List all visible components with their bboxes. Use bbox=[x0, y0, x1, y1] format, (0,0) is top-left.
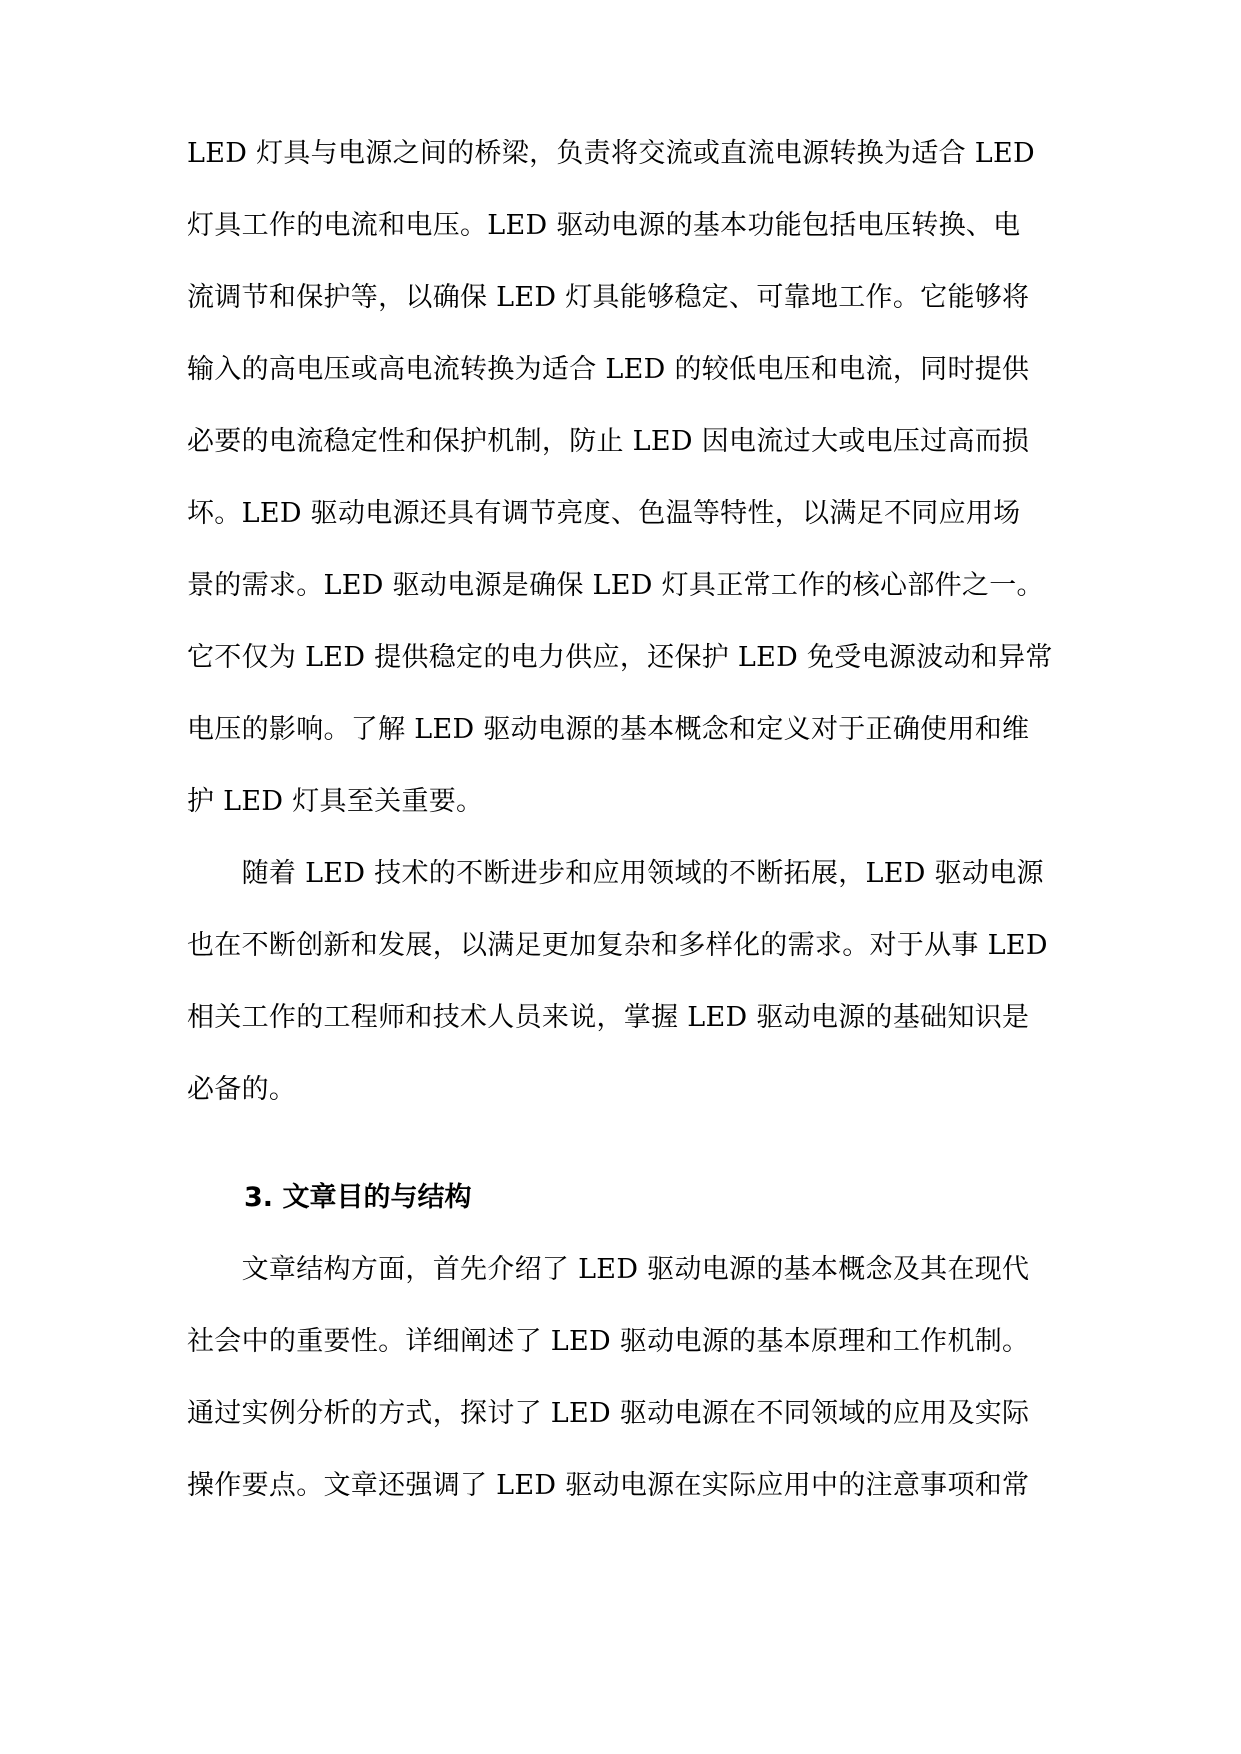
body-text-line: 景的需求。LED 驱动电源是确保 LED 灯具正常工作的核心部件之一。 bbox=[187, 570, 1044, 601]
body-text-line: 坏。LED 驱动电源还具有调节亮度、色温等特性，以满足不同应用场 bbox=[187, 498, 1021, 529]
body-text-line: 相关工作的工程师和技术人员来说，掌握 LED 驱动电源的基础知识是 bbox=[187, 1002, 1030, 1033]
section-heading: 3. 文章目的与结构 bbox=[244, 1182, 472, 1213]
body-text-line: 流调节和保护等，以确保 LED 灯具能够稳定、可靠地工作。它能够将 bbox=[187, 282, 1030, 313]
body-text-line: 必要的电流稳定性和保护机制，防止 LED 因电流过大或电压过高而损 bbox=[187, 426, 1030, 457]
body-text-line: 随着 LED 技术的不断进步和应用领域的不断拓展，LED 驱动电源 bbox=[187, 858, 1044, 889]
body-text-line: 输入的高电压或高电流转换为适合 LED 的较低电压和电流，同时提供 bbox=[187, 354, 1030, 385]
body-text-line: 它不仅为 LED 提供稳定的电力供应，还保护 LED 免受电源波动和异常 bbox=[187, 642, 1053, 673]
body-text-line: 社会中的重要性。详细阐述了 LED 驱动电源的基本原理和工作机制。 bbox=[187, 1326, 1030, 1357]
body-text-line: 也在不断创新和发展，以满足更加复杂和多样化的需求。对于从事 LED bbox=[187, 930, 1048, 961]
body-text-line: LED 灯具与电源之间的桥梁，负责将交流或直流电源转换为适合 LED bbox=[187, 138, 1035, 169]
body-text-line: 必备的。 bbox=[187, 1074, 297, 1105]
body-text-line: 操作要点。文章还强调了 LED 驱动电源在实际应用中的注意事项和常 bbox=[187, 1470, 1030, 1501]
body-text-line: 文章结构方面，首先介绍了 LED 驱动电源的基本概念及其在现代 bbox=[187, 1254, 1030, 1285]
body-text-line: 电压的影响。了解 LED 驱动电源的基本概念和定义对于正确使用和维 bbox=[187, 714, 1030, 745]
body-text-line: 护 LED 灯具至关重要。 bbox=[187, 786, 484, 817]
body-text-line: 灯具工作的电流和电压。LED 驱动电源的基本功能包括电压转换、电 bbox=[187, 210, 1021, 241]
body-text-line: 通过实例分析的方式，探讨了 LED 驱动电源在不同领域的应用及实际 bbox=[187, 1398, 1030, 1429]
